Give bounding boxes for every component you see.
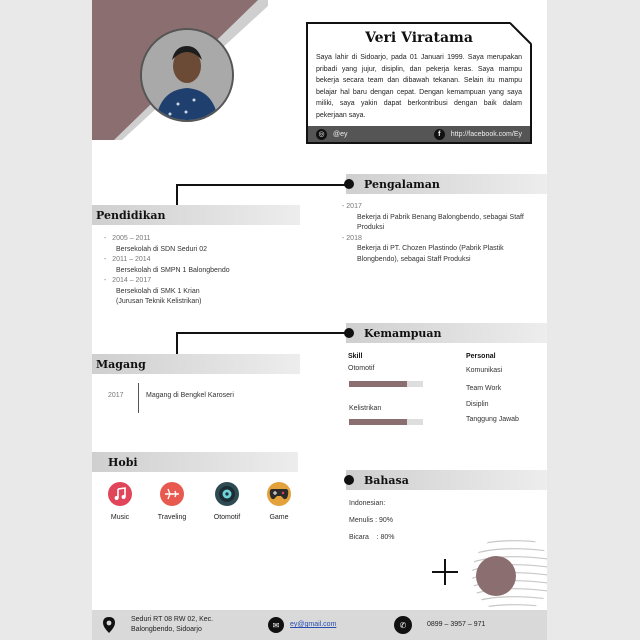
- bio-text: Saya lahir di Sidoarjo, pada 01 Januari 1999. Saya merupakan pribadi yang jujur, disiplin, dan pekerja keras. Saya mampu bekerja secara team dan dibawah tekanan. Selain itu mampu belajar hal baru dengan cepat. Dengan kemampuan yang saya miliki, saya yakin dapat berkontribusi dengan baik dalam pekerjaan saya.: [316, 54, 522, 119]
- phone-number: 0899 – 3957 – 971: [427, 621, 486, 628]
- email-link[interactable]: ey@gmail.com: [290, 621, 337, 628]
- section-header-hobi: Hobi: [92, 452, 298, 472]
- personal-item: Team Work: [466, 385, 502, 392]
- decorative-circles: [426, 534, 547, 614]
- connector-line: [176, 184, 178, 206]
- section-header-kemampuan: Kemampuan: [346, 323, 547, 343]
- person-name: Veri Viratama: [365, 30, 473, 46]
- divider: [138, 383, 139, 413]
- personal-item: Tanggung Jawab: [466, 416, 519, 423]
- pendidikan-desc: Bersekolah di SMPN 1 Balongbendo: [116, 266, 230, 274]
- email-icon: ✉: [268, 617, 284, 633]
- section-header-pengalaman: Pengalaman: [346, 174, 547, 194]
- personal-label: Personal: [466, 353, 496, 360]
- section-header-pendidikan: Pendidikan: [92, 205, 300, 225]
- personal-item: Komunikasi: [466, 367, 503, 374]
- pendidikan-years: 2011 – 2014: [112, 256, 151, 263]
- pengalaman-list: - 2017 Bekerja di Pabrik Benang Balongbendo, sebagai Staff Produksi - 2018 Bekerja di PT. Chozen Plastindo (Pabrik Plastik Blongbendo), sebagai Staff Produksi: [342, 202, 542, 265]
- profile-photo: [140, 28, 234, 122]
- connector-line: [176, 184, 346, 186]
- hobby-item: [254, 482, 304, 521]
- location-pin-icon: [102, 616, 116, 634]
- pendidikan-desc: (Jurusan Teknik Kelistrikan): [116, 298, 202, 305]
- address: [131, 615, 213, 635]
- pendidikan-list: - 2005 – 2011 Bersekolah di SDN Seduri 02 - 2011 – 2014 Bersekolah di SMPN 1 Balongbendo - 2014 – 2017 Bersekolah di SMK 1 Krian (Jurusan Teknik Kelistrikan): [104, 234, 304, 308]
- skill-label: Skill: [348, 353, 363, 360]
- magang-desc: Magang di Bengkel Karoseri: [146, 392, 234, 399]
- hobby-label: Traveling: [157, 514, 187, 521]
- skill-name: Kelistrikan: [349, 405, 382, 412]
- personal-item: Disiplin: [466, 401, 489, 408]
- pendidikan-years: 2005 – 2011: [112, 235, 151, 242]
- pengalaman-desc: Bekerja di Pabrik Benang Balongbendo, sebagai Staff: [357, 213, 524, 221]
- facebook-link[interactable]: http://facebook.com/Ey: [450, 130, 522, 138]
- pendidikan-desc: Bersekolah di SDN Seduri 02: [116, 245, 208, 253]
- profile-card: [306, 22, 532, 144]
- bahasa-heading: Indonesian:: [349, 500, 386, 507]
- resume-page: [92, 0, 547, 640]
- music-icon: [108, 482, 132, 506]
- connector-line: [176, 332, 346, 334]
- instagram-handle[interactable]: @ey: [333, 130, 348, 138]
- skill-bar-fill: [349, 381, 407, 387]
- bahasa-bicara: Bicara : 80%: [349, 534, 395, 541]
- social-bar: [308, 126, 530, 142]
- airplane-icon: [160, 482, 184, 506]
- address-line: Seduri RT 08 RW 02, Kec.: [131, 616, 214, 623]
- magang-year: 2017: [108, 392, 124, 399]
- connector-line: [176, 332, 178, 354]
- pengalaman-year: 2018: [346, 234, 362, 242]
- skill-name: Otomotif: [348, 365, 375, 372]
- pengalaman-desc: Bekerja di PT. Chozen Plastindo (Pabrik Plastik: [357, 245, 504, 252]
- section-header-bahasa: Bahasa: [346, 470, 547, 490]
- gamepad-icon: [267, 482, 291, 506]
- skill-bar-fill: [349, 419, 407, 425]
- hobby-label: Otomotif: [213, 514, 241, 521]
- pengalaman-year: 2017: [346, 203, 362, 210]
- pengalaman-desc: Blongbendo), sebagai Staff Produksi: [357, 255, 471, 263]
- facebook-icon[interactable]: f: [434, 129, 445, 140]
- skill-bar: [349, 381, 423, 387]
- hobby-item: [147, 482, 197, 521]
- hobby-label: Game: [269, 514, 289, 521]
- person-avatar-icon: [142, 30, 232, 120]
- hobby-label: Music: [110, 514, 130, 521]
- skill-bar: [349, 419, 423, 425]
- pendidikan-desc: Bersekolah di SMK 1 Krian: [116, 287, 200, 295]
- bahasa-menulis: Menulis : 90%: [349, 517, 393, 524]
- instagram-icon[interactable]: ◎: [316, 129, 327, 140]
- pengalaman-desc: Produksi: [357, 224, 385, 231]
- hobby-item: [95, 482, 145, 521]
- address-line: Balongbendo, Sidoarjo: [131, 626, 202, 633]
- wheel-icon: [215, 482, 239, 506]
- section-header-magang: Magang: [92, 354, 300, 374]
- whatsapp-icon: ✆: [394, 616, 412, 634]
- contact-footer: [92, 610, 547, 640]
- hobby-item: [202, 482, 252, 521]
- pendidikan-years: 2014 – 2017: [112, 277, 152, 284]
